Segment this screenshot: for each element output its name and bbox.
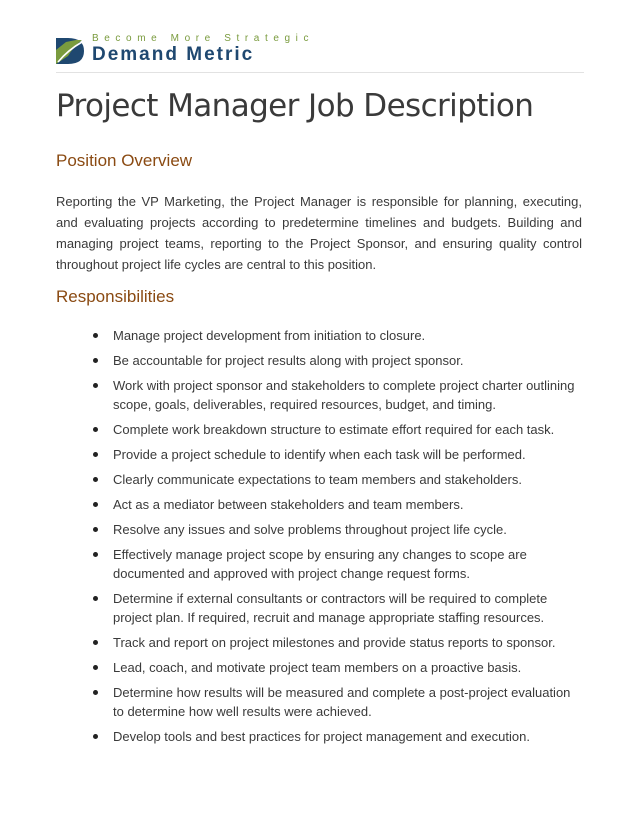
list-item: Be accountable for project results along with project sponsor. xyxy=(93,351,583,370)
list-item: Resolve any issues and solve problems throughout project life cycle. xyxy=(93,520,583,539)
list-item: Act as a mediator between stakeholders and team members. xyxy=(93,495,583,514)
header-divider xyxy=(56,72,584,73)
position-overview-text: Reporting the VP Marketing, the Project Manager is responsible for planning, executing, and evaluating projects according to predetermine timelines and budgets. Building and managing project teams, reporting to the Project Sponsor, and ensuring quality control throughout project life cycles are central to this position. xyxy=(56,194,582,272)
demand-metric-logo xyxy=(56,32,316,72)
responsibilities-list xyxy=(93,326,583,752)
list-item: Manage project development from initiation to closure. xyxy=(93,326,583,345)
list-item: Track and report on project milestones and provide status reports to sponsor. xyxy=(93,633,583,652)
list-item: Provide a project schedule to identify when each task will be performed. xyxy=(93,445,583,464)
document-title: Project Manager Job Description xyxy=(56,88,534,124)
list-item: Determine if external consultants or contractors will be required to complete project plan. If required, recruit and manage appropriate staffing resources. xyxy=(93,589,583,627)
list-item: Complete work breakdown structure to estimate effort required for each task. xyxy=(93,420,583,439)
list-item: Work with project sponsor and stakeholders to complete project charter outlining scope, goals, deliverables, required resources, budget, and timing. xyxy=(93,376,583,414)
list-item: Develop tools and best practices for project management and execution. xyxy=(93,727,583,746)
brand-name: Demand Metric xyxy=(92,44,255,65)
demand-metric-logo-icon xyxy=(56,36,86,66)
brand-tagline: Become More Strategic xyxy=(92,33,315,44)
list-item: Clearly communicate expectations to team members and stakeholders. xyxy=(93,470,583,489)
responsibilities-heading: Responsibilities xyxy=(56,287,175,306)
list-item: Determine how results will be measured and complete a post-project evaluation to determine how well results were achieved. xyxy=(93,683,583,721)
position-overview-heading: Position Overview xyxy=(56,151,193,170)
list-item: Effectively manage project scope by ensuring any changes to scope are documented and approved with project change request forms. xyxy=(93,545,583,583)
list-item: Lead, coach, and motivate project team members on a proactive basis. xyxy=(93,658,583,677)
